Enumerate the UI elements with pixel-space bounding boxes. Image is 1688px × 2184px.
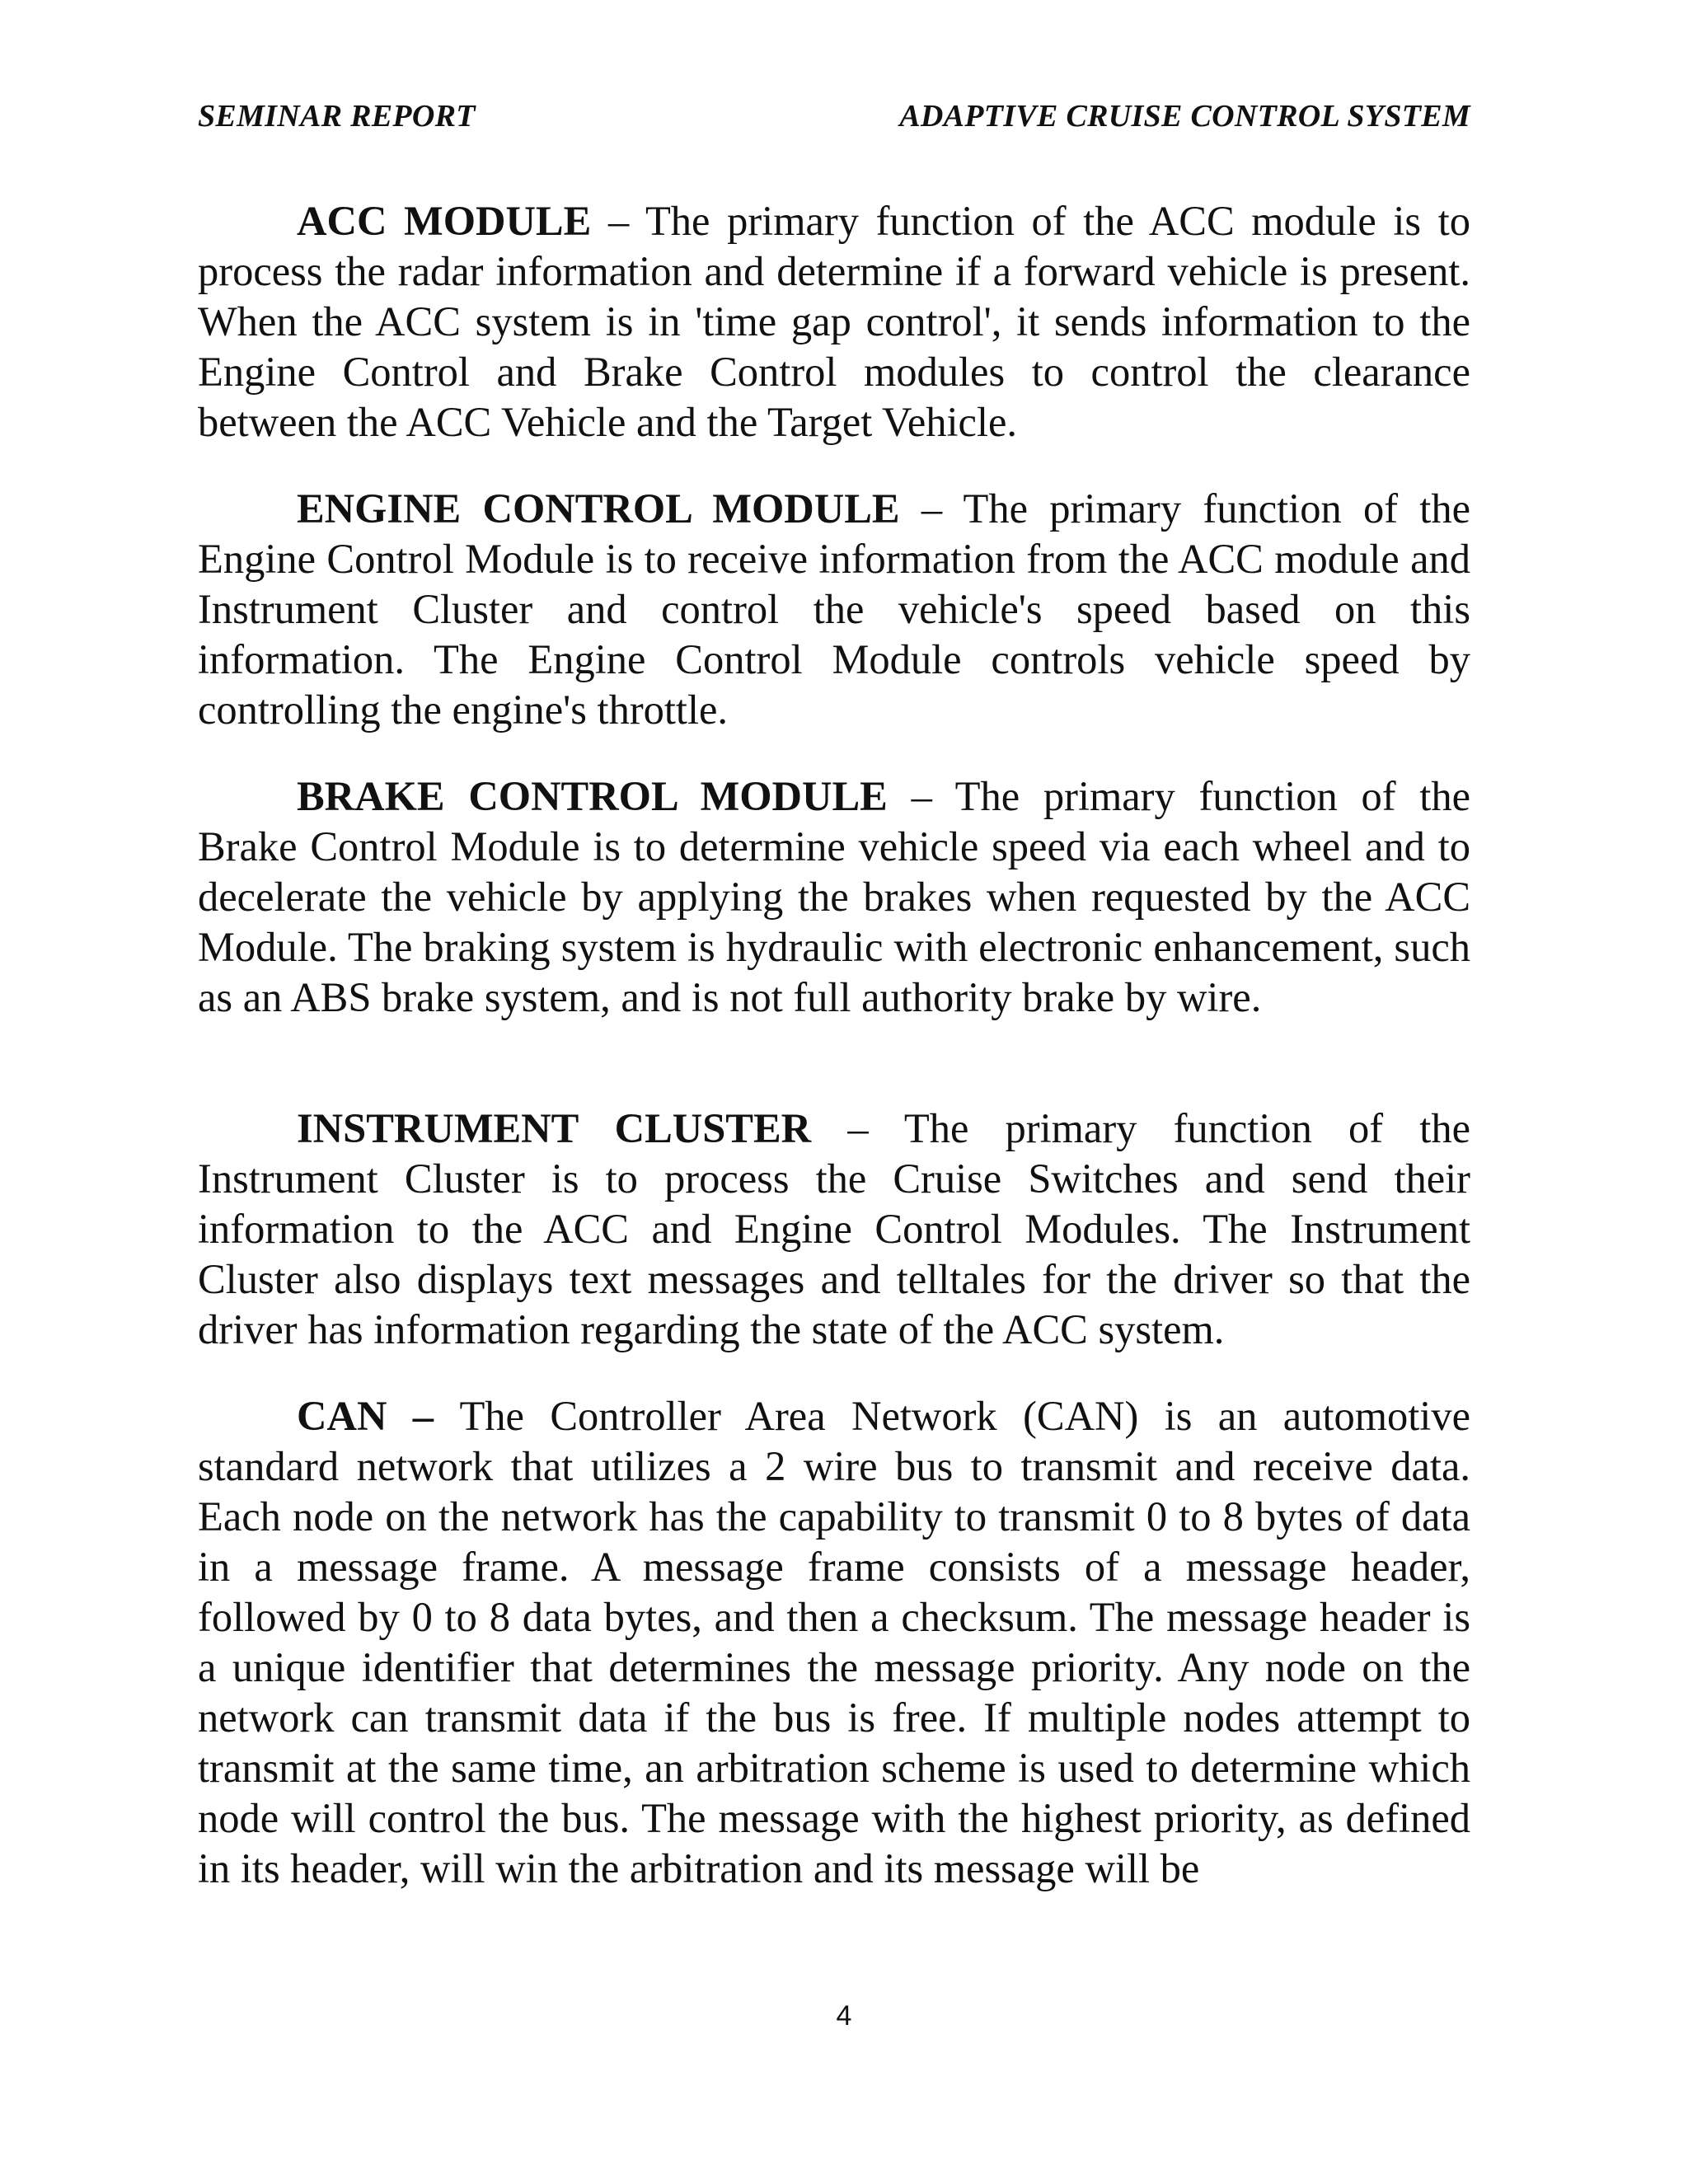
page-number: 4 bbox=[836, 2000, 852, 2032]
paragraph-instrument-cluster bbox=[198, 1104, 1470, 1355]
paragraph-text: The primary function of the Brake Control Module is to determine vehicle speed via each wheel and to decelerate the vehicle by applying the brakes when requested by the ACC Module. The braking system is hydraulic with electronic enhancement, such as an ABS brake system, and is not full authority brake by wire. bbox=[198, 773, 1470, 1020]
dash: – bbox=[811, 1105, 904, 1151]
header-right-title: ADAPTIVE CRUISE CONTROL SYSTEM bbox=[899, 99, 1470, 134]
term-brake-control-module: BRAKE CONTROL MODULE bbox=[297, 773, 888, 819]
header-left-title: SEMINAR REPORT bbox=[198, 99, 476, 134]
term-engine-control-module: ENGINE CONTROL MODULE bbox=[297, 485, 900, 532]
paragraph-text: The primary function of the Engine Control Module is to receive information from the ACC module and Instrument Cluster and control the vehicle's speed based on this information. The Engine Control Module controls vehicle speed by controlling the engine's throttle. bbox=[198, 485, 1470, 733]
paragraph-text: The primary function of the ACC module is to process the radar information and determine if a forward vehicle is present. When the ACC system is in 'time gap control', it sends information to the Engine Control and Brake Control modules to control the clearance between the ACC Vehicle and the Target Vehicle. bbox=[198, 198, 1470, 445]
dash: – bbox=[387, 1393, 460, 1439]
dash: – bbox=[887, 773, 955, 819]
term-can: CAN bbox=[297, 1393, 387, 1439]
dash: – bbox=[591, 198, 645, 244]
paragraph-text: The Controller Area Network (CAN) is an automotive standard network that utilizes a 2 wire bus to transmit and receive data. Each node on the network has the capability to transmit 0 to 8 bytes of data in a message frame. A message frame consists of a message header, followed by 0 to 8 data bytes, and then a checksum. The message header is a unique identifier that determines the message priority. Any node on the network can transmit data if the bus is free. If multiple nodes attempt to transmit at the same time, an arbitration scheme is used to determine which node will control the bus. The message with the highest priority, as defined in its header, will win the arbitration and its message will be bbox=[198, 1393, 1471, 1891]
paragraph-brake-control-module bbox=[198, 771, 1470, 1023]
page-header bbox=[198, 97, 1470, 135]
paragraph-text: The primary function of the Instrument Cluster is to process the Cruise Switches and send their information to the ACC and Engine Control Modules. The Instrument Cluster also displays text messages and telltales for the driver so that the driver has information regarding the state of the ACC system. bbox=[198, 1105, 1470, 1352]
paragraph-acc-module bbox=[198, 196, 1470, 448]
term-instrument-cluster: INSTRUMENT CLUSTER bbox=[297, 1105, 812, 1151]
paragraph-engine-control-module bbox=[198, 484, 1470, 735]
paragraph-can bbox=[198, 1391, 1470, 1894]
document-body bbox=[198, 196, 1470, 1894]
term-acc-module: ACC MODULE bbox=[297, 198, 592, 244]
dash: – bbox=[899, 485, 964, 532]
